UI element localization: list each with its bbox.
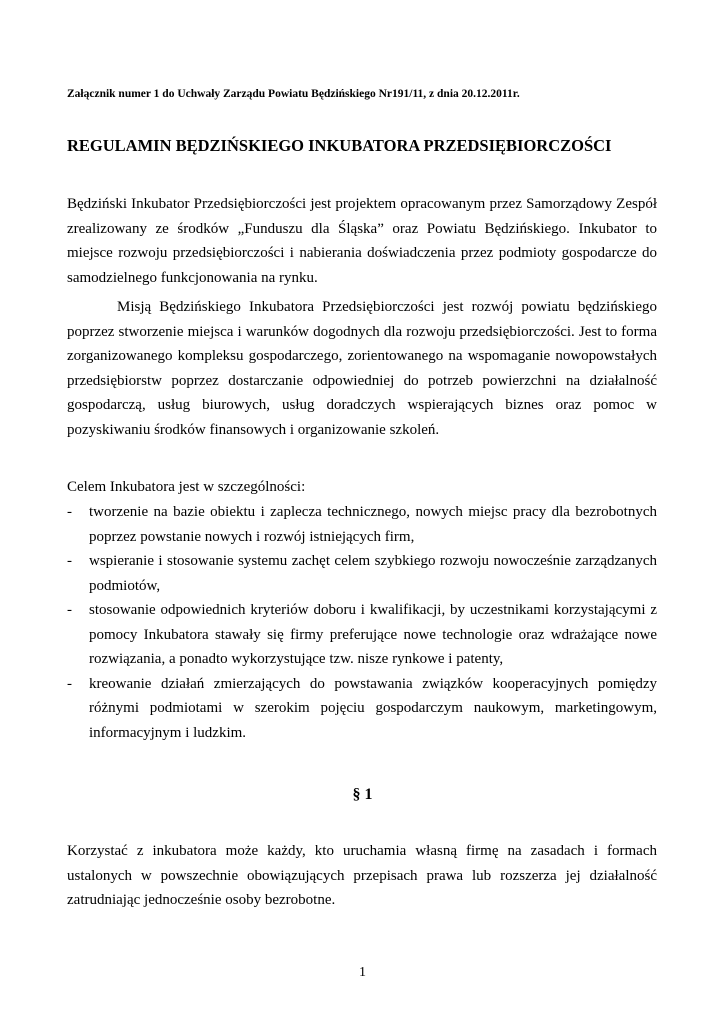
goal-text: wspieranie i stosowanie systemu zachęt celem szybkiego rozwoju nowocześnie zarządzanych podmiotów, — [89, 553, 657, 594]
goal-text: stosowanie odpowiednich kryteriów doboru i kwalifikacji, by uczestnikami korzystającymi z pomocy Inkubatora stawały się firmy preferujące nowe technologie oraz wdrażające nowe rozwiązania, a ponadto wykorzystujące tzw. nisze rynkowe i patenty, — [89, 602, 657, 667]
page-number: 1 — [359, 965, 366, 980]
section-paragraph: Korzystać z inkubatora może każdy, kto uruchamia własną firmę na zasadach i formach ustalonych w powszechnie obowiązujących przepisach prawa lub rozszerza jej działalność zatrudniając jednocześnie osoby bezrobotne. — [67, 843, 657, 908]
list-dash: - — [67, 553, 72, 569]
list-item — [67, 549, 657, 598]
section-heading: § 1 — [352, 786, 373, 803]
list-item — [67, 672, 657, 746]
list-dash: - — [67, 675, 72, 692]
goal-text: kreowanie działań zmierzających do powstawania związków kooperacyjnych pomiędzy różnymi podmiotami w szerokim pojęciu gospodarczym naukowym, marketingowym, informacyjnym i ludzkim. — [89, 675, 657, 741]
list-item — [67, 598, 657, 672]
intro-paragraph: Będziński Inkubator Przedsiębiorczości jest projektem opracowanym przez Samorządowy Zespół zrealizowany ze środków „Funduszu dla Śląska” oraz Powiatu Będzińskiego. Inkubator to miejsce rozwoju przedsiębiorczości i nabierania doświadczenia przez podmioty gospodarcze do samodzielnego funkcjonowania na rynku. — [67, 196, 657, 286]
list-item — [67, 500, 657, 549]
list-dash: - — [67, 504, 72, 520]
list-dash: - — [67, 602, 72, 618]
goals-list — [67, 500, 657, 745]
mission-paragraph: Misją Będzińskiego Inkubatora Przedsiębiorczości jest rozwój powiatu będzińskiego poprzez stworzenie miejsca i warunków dogodnych dla rozwoju przedsiębiorczości. Jest to forma zorganizowanego kompleksu gospodarczego, zorientowanego na wspomaganie nowopowstałych przedsiębiorstw poprzez dostarczanie odpowiedniej do potrzeb powierzchni na działalność gospodarczą, usług biurowych, usług doradczych wspierających biznes oraz pomoc w pozyskiwaniu środków finansowych i organizowanie szkoleń. — [67, 299, 657, 438]
attachment-header-note: Załącznik numer 1 do Uchwały Zarządu Powiatu Będzińskiego Nr191/11, z dnia 20.12.2011r. — [67, 88, 520, 100]
goal-text: tworzenie na bazie obiektu i zaplecza technicznego, nowych miejsc pracy dla bezrobotnych poprzez powstanie nowych i rozwój istniejących firm, — [89, 504, 657, 545]
goals-lead: Celem Inkubatora jest w szczególności: — [67, 479, 306, 495]
document-title: REGULAMIN BĘDZIŃSKIEGO INKUBATORA PRZEDSIĘBIORCZOŚCI — [67, 136, 612, 155]
